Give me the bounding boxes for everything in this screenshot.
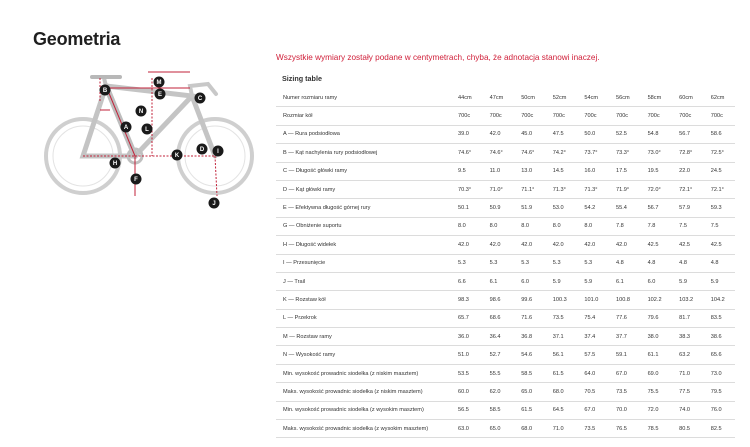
row-label: Min. wysokość prowadnic siodełka (z niskim masztem) bbox=[276, 364, 458, 382]
table-cell: 56.7 bbox=[679, 125, 711, 143]
size-header: 52cm bbox=[553, 89, 585, 107]
table-cell: 19.5 bbox=[648, 162, 680, 180]
table-cell: 71.3° bbox=[584, 180, 616, 198]
page-title: Geometria bbox=[33, 29, 121, 49]
table-cell: 5.9 bbox=[679, 272, 711, 290]
table-cell: 42.0 bbox=[490, 125, 522, 143]
marker-c bbox=[195, 93, 206, 104]
table-cell: 5.3 bbox=[553, 254, 585, 272]
table-cell: 42.0 bbox=[490, 236, 522, 254]
table-cell: 69.0 bbox=[648, 364, 680, 382]
row-label: H — Długość widełek bbox=[276, 236, 458, 254]
table-cell: 73.0 bbox=[711, 364, 735, 382]
row-label: A — Rura podsiodłowa bbox=[276, 125, 458, 143]
table-cell: 81.7 bbox=[679, 309, 711, 327]
table-cell: 77.6 bbox=[616, 309, 648, 327]
table-cell: 8.0 bbox=[553, 217, 585, 235]
size-header: 44cm bbox=[458, 89, 490, 107]
table-cell: 38.6 bbox=[711, 328, 735, 346]
row-label: D — Kąt główki ramy bbox=[276, 180, 458, 198]
row-label: Maks. wysokość prowadnic siodełka (z niskim masztem) bbox=[276, 383, 458, 401]
row-label: I — Przesunięcie bbox=[276, 254, 458, 272]
table-cell: 51.0 bbox=[458, 346, 490, 364]
table-cell: 65.7 bbox=[458, 309, 490, 327]
marker-a bbox=[121, 122, 132, 133]
table-cell: 98.6 bbox=[490, 291, 522, 309]
table-cell: 71.0 bbox=[553, 420, 585, 438]
table-cell: 83.5 bbox=[711, 309, 735, 327]
table-cell: 5.3 bbox=[490, 254, 522, 272]
table-cell: 56.1 bbox=[553, 346, 585, 364]
table-cell: 8.0 bbox=[490, 217, 522, 235]
table-cell: 6.1 bbox=[616, 272, 648, 290]
table-cell: 67.0 bbox=[616, 364, 648, 382]
table-cell: 52.5 bbox=[616, 125, 648, 143]
table-cell: 73.5 bbox=[616, 383, 648, 401]
table-cell: 56.5 bbox=[458, 401, 490, 419]
table-row bbox=[276, 328, 735, 346]
table-cell: 13.0 bbox=[521, 162, 553, 180]
svg-text:B: B bbox=[102, 88, 108, 95]
size-header: 56cm bbox=[616, 89, 648, 107]
table-cell: 8.0 bbox=[458, 217, 490, 235]
table-cell: 62.0 bbox=[490, 383, 522, 401]
table-cell: 72.1° bbox=[711, 180, 735, 198]
table-cell: 42.5 bbox=[648, 236, 680, 254]
table-cell: 57.5 bbox=[584, 346, 616, 364]
row-label: N — Wysokość ramy bbox=[276, 346, 458, 364]
table-cell: 61.5 bbox=[553, 364, 585, 382]
table-cell: 73.5 bbox=[584, 420, 616, 438]
table-cell: 4.8 bbox=[616, 254, 648, 272]
table-cell: 77.5 bbox=[679, 383, 711, 401]
table-cell: 58.6 bbox=[711, 125, 735, 143]
row-label: L — Przekrok bbox=[276, 309, 458, 327]
table-row bbox=[276, 199, 735, 217]
table-cell: 71.0° bbox=[490, 180, 522, 198]
sizing-table-caption: Sizing table bbox=[282, 74, 322, 83]
table-cell: 42.5 bbox=[679, 236, 711, 254]
table-cell: 99.6 bbox=[521, 291, 553, 309]
table-cell: 61.1 bbox=[648, 346, 680, 364]
table-cell: 72.0° bbox=[648, 180, 680, 198]
table-cell: 8.0 bbox=[521, 217, 553, 235]
table-row bbox=[276, 401, 735, 419]
svg-text:H: H bbox=[112, 161, 118, 168]
table-cell: 73.5 bbox=[553, 309, 585, 327]
table-cell: 54.6 bbox=[521, 346, 553, 364]
table-row bbox=[276, 272, 735, 290]
table-cell: 59.1 bbox=[616, 346, 648, 364]
table-cell: 65.0 bbox=[490, 420, 522, 438]
size-header: 58cm bbox=[648, 89, 680, 107]
marker-e bbox=[155, 89, 166, 100]
table-cell: 74.6° bbox=[521, 144, 553, 162]
table-cell: 36.4 bbox=[490, 328, 522, 346]
table-cell: 73.3° bbox=[616, 144, 648, 162]
table-cell: 103.2 bbox=[679, 291, 711, 309]
table-cell: 72.0 bbox=[648, 401, 680, 419]
table-cell: 79.6 bbox=[648, 309, 680, 327]
table-cell: 55.4 bbox=[616, 199, 648, 217]
size-header: 54cm bbox=[584, 89, 616, 107]
table-cell: 5.3 bbox=[458, 254, 490, 272]
table-cell: 700c bbox=[458, 107, 490, 125]
table-cell: 70.3° bbox=[458, 180, 490, 198]
table-cell: 71.3° bbox=[553, 180, 585, 198]
table-cell: 71.6 bbox=[521, 309, 553, 327]
table-cell: 59.3 bbox=[711, 199, 735, 217]
table-cell: 68.6 bbox=[490, 309, 522, 327]
svg-text:D: D bbox=[199, 147, 205, 154]
table-row bbox=[276, 162, 735, 180]
table-cell: 72.1° bbox=[679, 180, 711, 198]
table-cell: 54.8 bbox=[648, 125, 680, 143]
table-cell: 47.5 bbox=[553, 125, 585, 143]
table-cell: 68.0 bbox=[553, 383, 585, 401]
table-cell: 6.0 bbox=[521, 272, 553, 290]
table-cell: 8.0 bbox=[584, 217, 616, 235]
table-cell: 70.0 bbox=[616, 401, 648, 419]
table-cell: 7.5 bbox=[711, 217, 735, 235]
table-cell: 36.8 bbox=[521, 328, 553, 346]
row-label: Rozmiar kół bbox=[276, 107, 458, 125]
table-cell: 24.5 bbox=[711, 162, 735, 180]
table-cell: 36.0 bbox=[458, 328, 490, 346]
table-cell: 4.8 bbox=[711, 254, 735, 272]
table-cell: 74.6° bbox=[458, 144, 490, 162]
table-cell: 7.8 bbox=[648, 217, 680, 235]
table-cell: 75.5 bbox=[648, 383, 680, 401]
table-cell: 64.0 bbox=[584, 364, 616, 382]
table-cell: 50.1 bbox=[458, 199, 490, 217]
table-row bbox=[276, 364, 735, 382]
table-cell: 100.3 bbox=[553, 291, 585, 309]
table-cell: 700c bbox=[648, 107, 680, 125]
table-cell: 65.6 bbox=[711, 346, 735, 364]
marker-j bbox=[209, 198, 220, 209]
table-cell: 42.0 bbox=[616, 236, 648, 254]
table-cell: 51.9 bbox=[521, 199, 553, 217]
table-cell: 70.5 bbox=[584, 383, 616, 401]
table-cell: 700c bbox=[616, 107, 648, 125]
size-header: 50cm bbox=[521, 89, 553, 107]
svg-text:A: A bbox=[123, 125, 129, 132]
table-cell: 58.5 bbox=[521, 364, 553, 382]
table-cell: 74.6° bbox=[490, 144, 522, 162]
table-cell: 67.0 bbox=[584, 401, 616, 419]
table-cell: 5.3 bbox=[521, 254, 553, 272]
geometry-table bbox=[276, 89, 735, 438]
svg-text:L: L bbox=[145, 127, 149, 134]
table-row bbox=[276, 420, 735, 438]
table-cell: 57.9 bbox=[679, 199, 711, 217]
marker-k bbox=[172, 150, 183, 161]
table-cell: 58.5 bbox=[490, 401, 522, 419]
svg-text:C: C bbox=[197, 96, 203, 103]
table-cell: 700c bbox=[711, 107, 735, 125]
table-cell: 82.5 bbox=[711, 420, 735, 438]
marker-n bbox=[136, 106, 147, 117]
marker-b bbox=[100, 85, 111, 96]
table-cell: 6.1 bbox=[490, 272, 522, 290]
marker-m bbox=[154, 77, 165, 88]
table-cell: 700c bbox=[584, 107, 616, 125]
table-cell: 700c bbox=[679, 107, 711, 125]
table-cell: 71.1° bbox=[521, 180, 553, 198]
row-label: C — Długość główki ramy bbox=[276, 162, 458, 180]
table-cell: 63.0 bbox=[458, 420, 490, 438]
table-cell: 53.0 bbox=[553, 199, 585, 217]
table-cell: 39.0 bbox=[458, 125, 490, 143]
svg-text:E: E bbox=[157, 92, 163, 99]
marker-f bbox=[131, 174, 142, 185]
table-row bbox=[276, 291, 735, 309]
table-cell: 22.0 bbox=[679, 162, 711, 180]
table-row bbox=[276, 125, 735, 143]
table-cell: 78.5 bbox=[648, 420, 680, 438]
table-cell: 5.9 bbox=[711, 272, 735, 290]
table-cell: 79.5 bbox=[711, 383, 735, 401]
table-cell: 16.0 bbox=[584, 162, 616, 180]
table-cell: 38.3 bbox=[679, 328, 711, 346]
table-cell: 100.8 bbox=[616, 291, 648, 309]
table-cell: 9.5 bbox=[458, 162, 490, 180]
measurement-note: Wszystkie wymiary zostały podane w centymetrach, chyba, że adnotacja stanowi inaczej. bbox=[276, 53, 600, 62]
row-label: B — Kąt nachylenia rury podsiodłowej bbox=[276, 144, 458, 162]
row-label: Maks. wysokość prowadnic siodełka (z wysokim masztem) bbox=[276, 420, 458, 438]
table-row bbox=[276, 383, 735, 401]
bike-geometry-diagram bbox=[40, 70, 262, 215]
table-row bbox=[276, 236, 735, 254]
table-cell: 700c bbox=[553, 107, 585, 125]
table-cell: 4.8 bbox=[648, 254, 680, 272]
table-cell: 5.3 bbox=[584, 254, 616, 272]
table-cell: 50.9 bbox=[490, 199, 522, 217]
svg-text:J: J bbox=[212, 201, 216, 208]
table-cell: 38.0 bbox=[648, 328, 680, 346]
table-cell: 80.5 bbox=[679, 420, 711, 438]
table-cell: 73.0° bbox=[648, 144, 680, 162]
row-label: Min. wysokość prowadnic siodełka (z wysokim masztem) bbox=[276, 401, 458, 419]
marker-d bbox=[197, 144, 208, 155]
table-cell: 14.5 bbox=[553, 162, 585, 180]
table-cell: 700c bbox=[521, 107, 553, 125]
table-cell: 6.6 bbox=[458, 272, 490, 290]
table-cell: 7.8 bbox=[616, 217, 648, 235]
table-row bbox=[276, 144, 735, 162]
bike-frame bbox=[46, 77, 252, 193]
row-label: E — Efektywna długość górnej rury bbox=[276, 199, 458, 217]
size-header: 60cm bbox=[679, 89, 711, 107]
table-cell: 72.5° bbox=[711, 144, 735, 162]
table-cell: 65.0 bbox=[521, 383, 553, 401]
table-cell: 42.0 bbox=[553, 236, 585, 254]
sizes-label: Numer rozmiaru ramy bbox=[276, 89, 458, 107]
table-row bbox=[276, 217, 735, 235]
table-cell: 71.9° bbox=[616, 180, 648, 198]
table-cell: 17.5 bbox=[616, 162, 648, 180]
table-cell: 56.7 bbox=[648, 199, 680, 217]
size-header: 47cm bbox=[490, 89, 522, 107]
size-header: 62cm bbox=[711, 89, 735, 107]
table-row bbox=[276, 254, 735, 272]
table-cell: 700c bbox=[490, 107, 522, 125]
table-header-row bbox=[276, 89, 735, 107]
table-cell: 71.0 bbox=[679, 364, 711, 382]
svg-text:M: M bbox=[156, 80, 162, 87]
row-label: K — Rozstaw kół bbox=[276, 291, 458, 309]
table-row bbox=[276, 107, 735, 125]
table-cell: 5.9 bbox=[553, 272, 585, 290]
svg-text:N: N bbox=[138, 109, 144, 116]
table-cell: 74.2° bbox=[553, 144, 585, 162]
table-cell: 42.5 bbox=[711, 236, 735, 254]
table-cell: 64.5 bbox=[553, 401, 585, 419]
table-cell: 37.4 bbox=[584, 328, 616, 346]
table-cell: 55.5 bbox=[490, 364, 522, 382]
row-label: G — Obniżenie suportu bbox=[276, 217, 458, 235]
table-cell: 60.0 bbox=[458, 383, 490, 401]
table-cell: 68.0 bbox=[521, 420, 553, 438]
marker-i bbox=[213, 146, 224, 157]
table-cell: 7.5 bbox=[679, 217, 711, 235]
table-cell: 63.2 bbox=[679, 346, 711, 364]
table-cell: 101.0 bbox=[584, 291, 616, 309]
table-cell: 42.0 bbox=[521, 236, 553, 254]
table-cell: 74.0 bbox=[679, 401, 711, 419]
table-row bbox=[276, 346, 735, 364]
table-cell: 37.7 bbox=[616, 328, 648, 346]
table-cell: 52.7 bbox=[490, 346, 522, 364]
table-cell: 5.9 bbox=[584, 272, 616, 290]
table-cell: 42.0 bbox=[584, 236, 616, 254]
table-cell: 11.0 bbox=[490, 162, 522, 180]
table-cell: 102.2 bbox=[648, 291, 680, 309]
table-cell: 42.0 bbox=[458, 236, 490, 254]
table-cell: 50.0 bbox=[584, 125, 616, 143]
svg-text:K: K bbox=[174, 153, 180, 160]
table-cell: 76.5 bbox=[616, 420, 648, 438]
table-cell: 76.0 bbox=[711, 401, 735, 419]
svg-text:I: I bbox=[217, 149, 219, 156]
table-cell: 37.1 bbox=[553, 328, 585, 346]
table-cell: 73.7° bbox=[584, 144, 616, 162]
table-cell: 6.0 bbox=[648, 272, 680, 290]
table-row bbox=[276, 180, 735, 198]
table-cell: 53.5 bbox=[458, 364, 490, 382]
table-cell: 54.2 bbox=[584, 199, 616, 217]
marker-l bbox=[142, 124, 153, 135]
table-cell: 104.2 bbox=[711, 291, 735, 309]
marker-h bbox=[110, 158, 121, 169]
row-label: M — Rozstaw ramy bbox=[276, 328, 458, 346]
table-cell: 4.8 bbox=[679, 254, 711, 272]
table-cell: 45.0 bbox=[521, 125, 553, 143]
row-label: J — Trail bbox=[276, 272, 458, 290]
table-cell: 75.4 bbox=[584, 309, 616, 327]
table-row bbox=[276, 309, 735, 327]
table-cell: 98.3 bbox=[458, 291, 490, 309]
svg-text:F: F bbox=[134, 177, 138, 184]
table-cell: 72.8° bbox=[679, 144, 711, 162]
table-cell: 61.5 bbox=[521, 401, 553, 419]
